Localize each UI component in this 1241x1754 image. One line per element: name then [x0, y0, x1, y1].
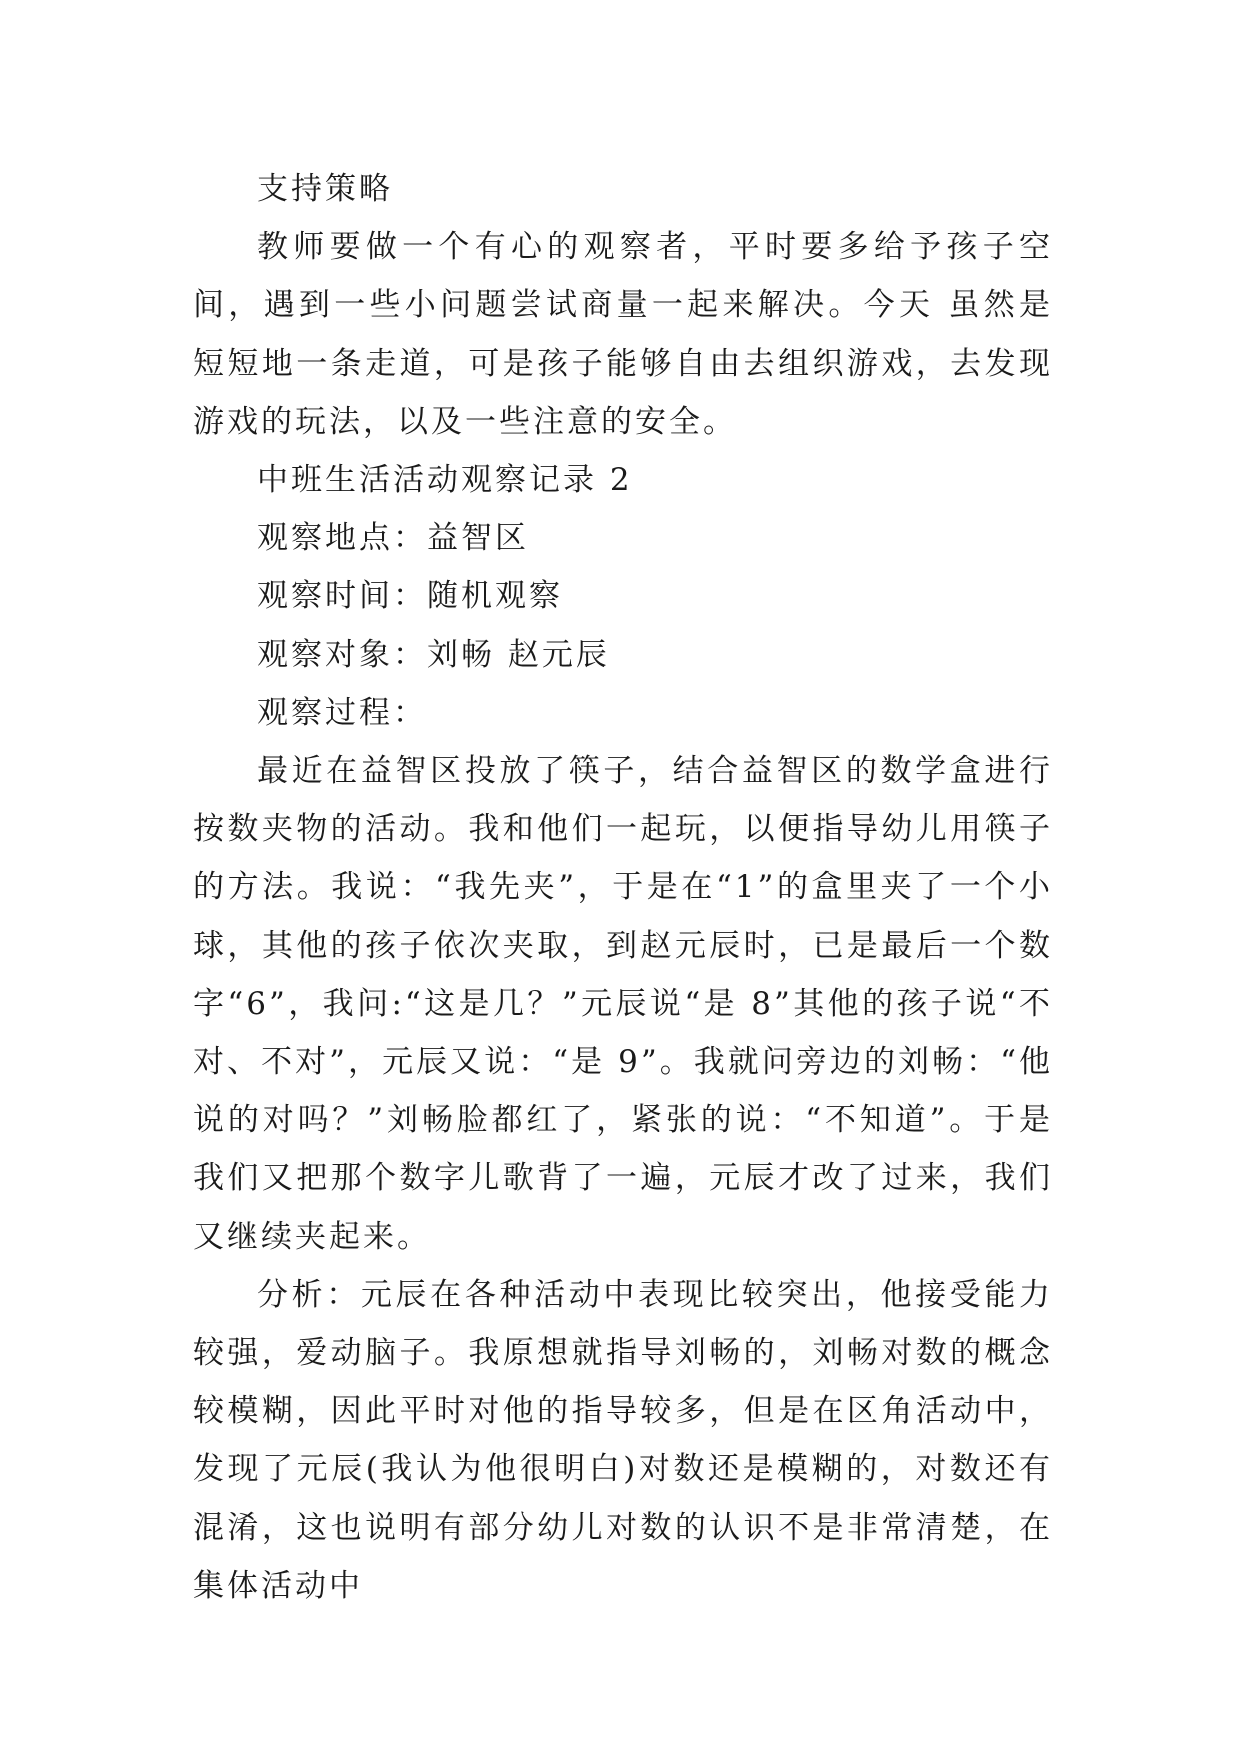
- section-heading-support-strategy: 支持策略: [257, 171, 393, 207]
- document-body: [193, 160, 1053, 1615]
- paragraph-observation-process: 最近在益智区投放了筷子，结合益智区的数学盒进行按数夹物的活动。我和他们一起玩，以便指导幼儿用筷子的方法。我说：“我先夹”，于是在“1”的盒里夹了一个小球，其他的孩子依次夹取，到赵元辰时，已是最后一个数字“6”，我问:“这是几？”元辰说“是 8”其他的孩子说“不对、不对”，元辰又说：“是 9”。我就问旁边的刘畅：“他说的对吗？”刘畅脸都红了，紧张的说：“不知道”。于是我们又把那个数字儿歌背了一遍，元辰才改了过来，我们又继续夹起来。: [193, 753, 1053, 1255]
- paragraph-support-strategy: 教师要做一个有心的观察者，平时要多给予孩子空间，遇到一些小问题尝试商量一起来解决。今天 虽然是短短地一条走道，可是孩子能够自由去组织游戏，去发现游戏的玩法，以及一些注意的安全。: [193, 229, 1053, 440]
- observation-location: 观察地点：益智区: [257, 520, 529, 557]
- paragraph-analysis: 分析：元辰在各种活动中表现比较突出，他接受能力较强，爱动脑子。我原想就指导刘畅的，刘畅对数的概念较模糊，因此平时对他的指导较多，但是在区角活动中，发现了元辰(我认为他很明白)对数还是模糊的，对数还有混淆，这也说明有部分幼儿对数的认识不是非常清楚，在集体活动中: [193, 1276, 1053, 1604]
- observation-process-heading: 观察过程：: [257, 694, 427, 731]
- observation-subjects: 观察对象：刘畅 赵元辰: [257, 636, 610, 673]
- record-title: 中班生活活动观察记录 2: [257, 462, 633, 499]
- observation-time: 观察时间：随机观察: [257, 578, 563, 615]
